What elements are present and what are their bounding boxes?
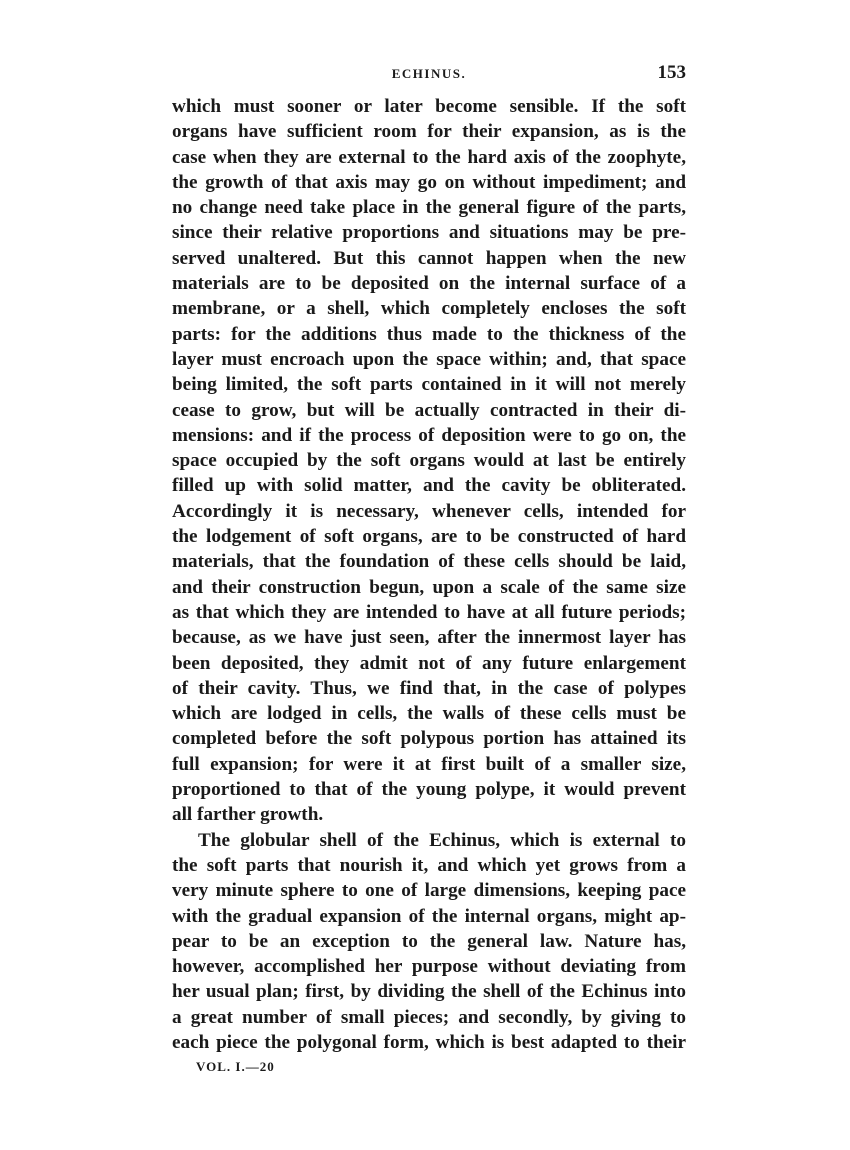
paragraph-1 (172, 94, 686, 828)
text-line: mensions: and if the process of deposition were to go on, the (172, 424, 686, 446)
text-line: the soft parts that nourish it, and which yet grows from a (172, 854, 686, 876)
text-line: materials are to be deposited on the internal surface of a (172, 273, 686, 295)
text-line: materials, that the foundation of these cells should be laid, (172, 551, 686, 573)
text-line: case when they are external to the hard axis of the zoophyte, (172, 146, 686, 168)
paragraph-2 (172, 828, 686, 1056)
body-text (172, 94, 686, 1055)
text-line: pear to be an exception to the general law. Nature has, (172, 930, 686, 952)
text-line: no change need take place in the general figure of the parts, (172, 197, 686, 219)
text-line: since their relative proportions and situations may be pre- (172, 222, 686, 244)
text-line: membrane, or a shell, which completely encloses the soft (172, 298, 686, 320)
text-line: proportioned to that of the young polype, it would prevent (172, 779, 686, 801)
text-line: completed before the soft polypous portion has attained its (172, 728, 686, 750)
text-line: organs have sufficient room for their expansion, as is the (172, 121, 686, 143)
text-line: all farther growth. (172, 804, 324, 826)
text-line: very minute sphere to one of large dimensions, keeping pace (172, 880, 686, 902)
text-line: Accordingly it is necessary, whenever cells, intended for (172, 500, 686, 522)
text-line: parts: for the additions thus made to the thickness of the (172, 323, 686, 345)
text-line: been deposited, they admit not of any future enlargement (172, 652, 686, 674)
text-line: space occupied by the soft organs would at last be entirely (172, 450, 686, 472)
text-line: layer must encroach upon the space within; and, that space (172, 348, 686, 370)
text-line: however, accomplished her purpose without deviating from (172, 956, 686, 978)
text-line: as that which they are intended to have at all future periods; (172, 601, 686, 623)
text-line: The globular shell of the Echinus, which is external to (198, 829, 686, 851)
text-line: with the gradual expansion of the internal organs, might ap- (172, 905, 686, 927)
signature-mark: VOL. I.—20 (196, 1059, 275, 1074)
text-line: of their cavity. Thus, we find that, in the case of polypes (172, 677, 686, 699)
running-title: ECHINUS. (391, 66, 467, 81)
text-line: served unaltered. But this cannot happen when the new (172, 247, 686, 269)
text-line: filled up with solid matter, and the cavity be obliterated. (172, 475, 686, 497)
page-number: 153 (657, 62, 686, 83)
text-line: the lodgement of soft organs, are to be constructed of hard (172, 526, 686, 548)
text-line: because, as we have just seen, after the innermost layer has (172, 627, 686, 649)
text-line: cease to grow, but will be actually contracted in their di- (172, 399, 686, 421)
text-line: which must sooner or later become sensible. If the soft (172, 96, 686, 117)
text-line: which are lodged in cells, the walls of these cells must be (172, 703, 686, 725)
text-line: each piece the polygonal form, which is best adapted to their (172, 1031, 686, 1053)
text-line: and their construction begun, upon a scale of the same size (172, 576, 686, 598)
text-line: the growth of that axis may go on without impediment; and (172, 171, 686, 193)
text-line: her usual plan; first, by dividing the shell of the Echinus into (172, 981, 686, 1003)
text-line: full expansion; for were it at first built of a smaller size, (172, 753, 686, 775)
running-head (172, 64, 686, 88)
text-line: being limited, the soft parts contained in it will not merely (172, 374, 686, 396)
text-line: a great number of small pieces; and secondly, by giving to (172, 1006, 686, 1028)
